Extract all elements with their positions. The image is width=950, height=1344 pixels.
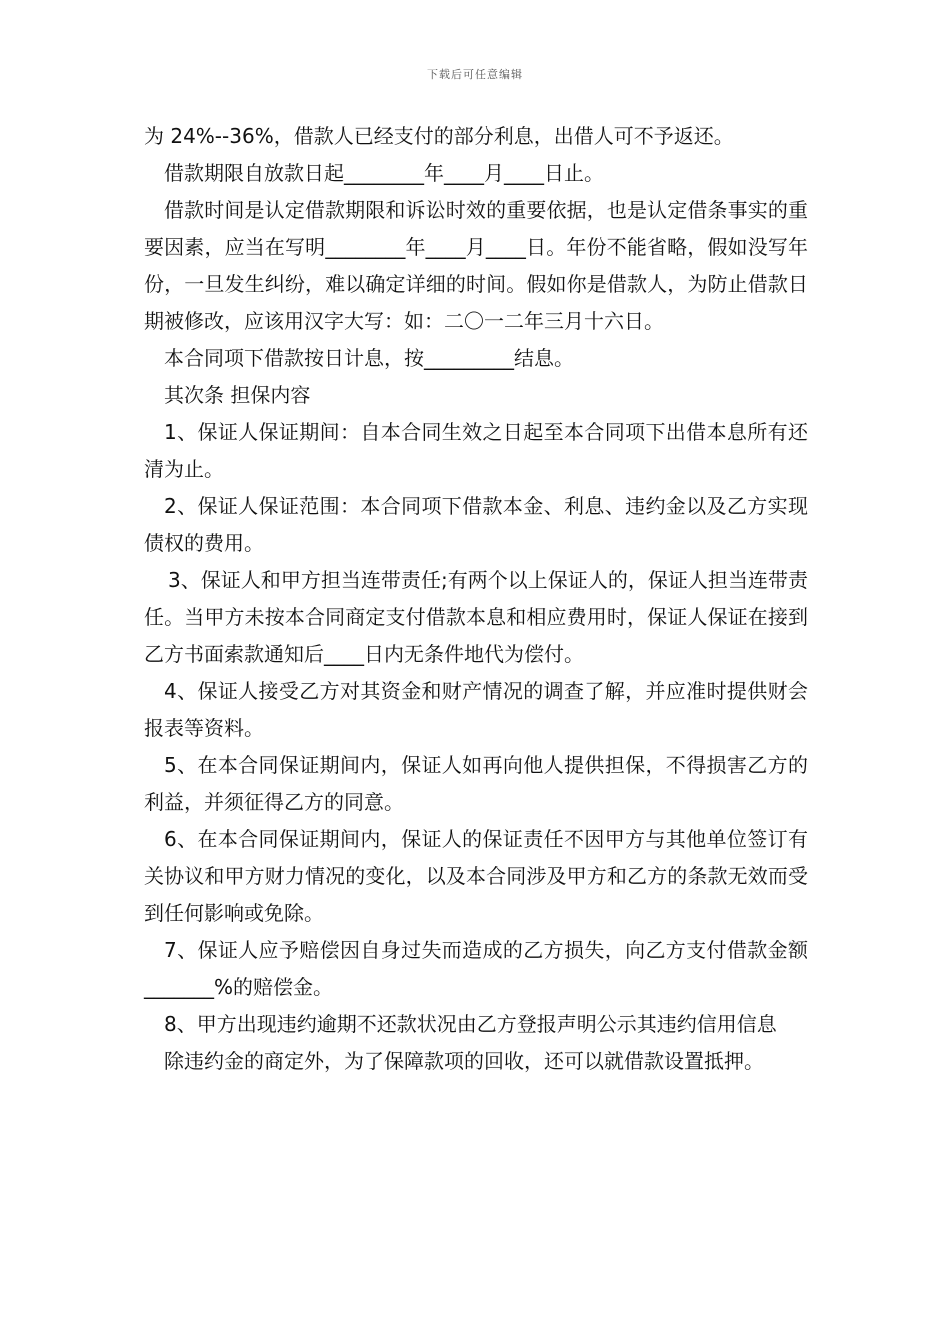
page-header: 下载后可任意编辑: [427, 68, 523, 81]
clause: 2、保证人保证范围：本合同项下借款本金、利息、违约金以及乙方实现债权的费用。: [144, 494, 808, 555]
paragraph: 借款期限自放款日起________年____月____日止。: [164, 161, 604, 185]
clause: 1、保证人保证期间：自本合同生效之日起至本合同项下出借本息所有还清为止。: [144, 420, 808, 481]
clause: 8、甲方出现违约逾期不还款状况由乙方登报声明公示其违约信用信息: [164, 1012, 777, 1036]
document-body: [144, 118, 808, 1080]
clause: 5、在本合同保证期间内，保证人如再向他人提供担保，不得损害乙方的利益，并须征得乙方的同意。: [144, 753, 808, 814]
clause: 7、保证人应予赔偿因自身过失而造成的乙方损失，向乙方支付借款金额_______%的赔偿金。: [144, 938, 808, 999]
clause: 3、保证人和甲方担当连带责任;有两个以上保证人的，保证人担当连带责任。当甲方未按本合同商定支付借款本息和相应费用时，保证人保证在接到乙方书面索款通知后____日内无条件地代为偿付。: [144, 568, 808, 666]
paragraph: 借款时间是认定借款期限和诉讼时效的重要依据，也是认定借条事实的重要因素，应当在写明________年____月____日。年份不能省略，假如没写年份，一旦发生纠纷，难以确定详细的时间。假如你是借款人，为防止借款日期被修改，应该用汉字大写：如：二〇一二年三月十六日。: [144, 198, 808, 333]
clause: 6、在本合同保证期间内，保证人的保证责任不因甲方与其他单位签订有关协议和甲方财力情况的变化，以及本合同涉及甲方和乙方的条款无效而受到任何影响或免除。: [144, 827, 808, 925]
section-heading: 其次条 担保内容: [164, 383, 311, 407]
clause: 4、保证人接受乙方对其资金和财产情况的调查了解，并应准时提供财会报表等资料。: [144, 679, 808, 740]
paragraph: 除违约金的商定外，为了保障款项的回收，还可以就借款设置抵押。: [164, 1049, 764, 1073]
paragraph: 本合同项下借款按日计息，按_________结息。: [164, 346, 574, 370]
paragraph: 为 24%--36%，借款人已经支付的部分利息，出借人可不予返还。: [144, 124, 734, 148]
